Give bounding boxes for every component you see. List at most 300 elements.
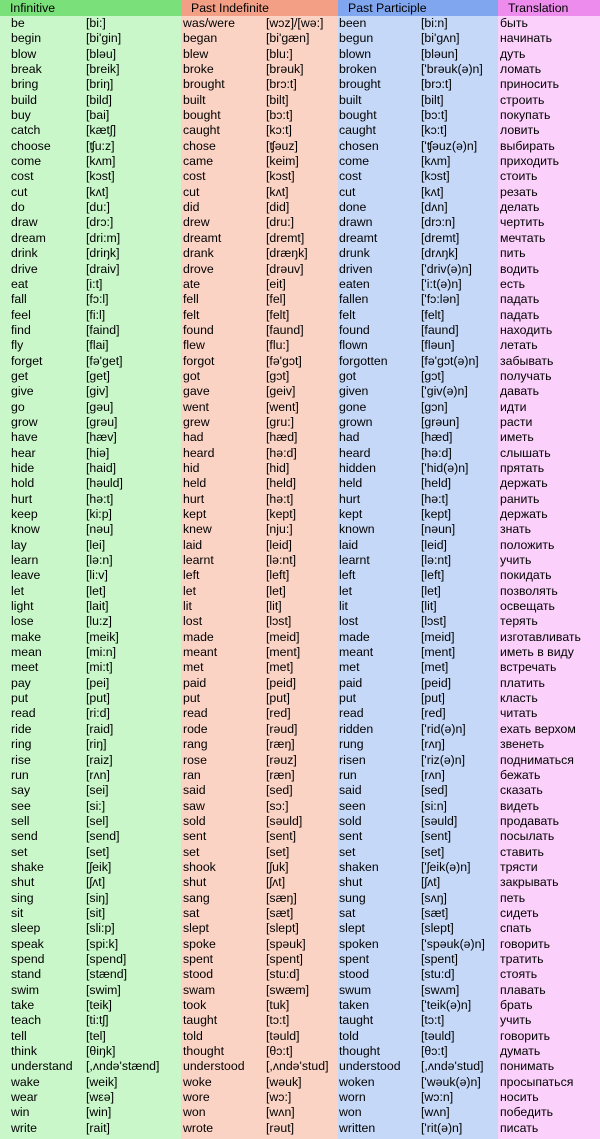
past-participle-cell: broken (339, 62, 377, 77)
infinitive-transcription-cell: [bai] (86, 108, 110, 123)
infinitive-cell: put (11, 691, 29, 706)
past-indefinite-transcription-cell: [drəuv] (266, 261, 304, 276)
translation-cell: трясти (500, 859, 538, 874)
past-indefinite-transcription-cell: [ʧəuz] (266, 138, 298, 153)
infinitive-transcription-cell: [kætʃ] (86, 123, 117, 138)
past-participle-cell: gone (339, 399, 367, 414)
table-row (0, 400, 600, 415)
past-indefinite-transcription-cell: [let] (266, 583, 286, 598)
past-indefinite-transcription-cell: [bi'gæn] (266, 31, 310, 46)
past-indefinite-cell: understood (183, 1059, 245, 1074)
infinitive-cell: shut (11, 875, 35, 890)
table-row (0, 200, 600, 215)
past-indefinite-cell: woke (183, 1074, 212, 1089)
table-row (0, 185, 600, 200)
translation-cell: резать (500, 184, 538, 199)
translation-cell: положить (500, 537, 555, 552)
infinitive-cell: draw (11, 215, 38, 230)
past-indefinite-cell: broke (183, 62, 214, 77)
infinitive-transcription-cell: [du:] (86, 200, 110, 215)
infinitive-transcription-cell: [lə:n] (86, 553, 113, 568)
past-participle-cell: blown (339, 46, 372, 61)
past-indefinite-cell: kept (183, 507, 207, 521)
past-indefinite-cell: lit (183, 599, 192, 614)
translation-cell: ставить (500, 844, 544, 859)
past-participle-cell: swum (339, 982, 372, 997)
translation-cell: пить (500, 246, 526, 261)
table-row (0, 753, 600, 768)
past-indefinite-transcription-cell: [sed] (266, 783, 293, 798)
translation-cell: терять (500, 614, 538, 629)
infinitive-transcription-cell: [ti:tʃ] (86, 1013, 109, 1028)
table-row (0, 722, 600, 737)
table-row (0, 829, 600, 844)
translation-cell: сказать (500, 783, 543, 798)
past-participle-transcription-cell: [,ʌndə'stud] (421, 1059, 484, 1074)
past-indefinite-transcription-cell: [rəuz] (266, 752, 297, 767)
past-participle-transcription-cell: [lit] (421, 599, 437, 614)
past-indefinite-transcription-cell: [wʌn] (266, 1105, 295, 1120)
past-participle-transcription-cell: ['spəuk(ə)n] (421, 936, 485, 951)
table-row (0, 1075, 600, 1090)
past-indefinite-cell: hid (183, 460, 200, 475)
translation-cell: писать (500, 1120, 539, 1135)
past-participle-cell: taken (339, 998, 370, 1012)
past-participle-cell: spent (339, 951, 370, 966)
past-indefinite-cell: spent (183, 951, 214, 966)
past-indefinite-cell: saw (183, 798, 205, 813)
infinitive-transcription-cell: [hæv] (86, 430, 117, 445)
infinitive-transcription-cell: [haid] (86, 460, 117, 475)
past-participle-cell: got (339, 368, 357, 383)
table-row (0, 860, 600, 875)
infinitive-cell: stand (11, 967, 42, 982)
past-participle-transcription-cell: [felt] (421, 307, 445, 322)
past-participle-transcription-cell: [lə:nt] (421, 553, 452, 568)
past-indefinite-transcription-cell: [bɔ:t] (266, 108, 293, 123)
translation-cell: выбирать (500, 138, 555, 153)
past-participle-cell: fallen (339, 292, 369, 307)
translation-cell: понимать (500, 1059, 555, 1074)
infinitive-transcription-cell: [giv] (86, 384, 109, 399)
past-participle-transcription-cell: [kʌm] (421, 154, 451, 169)
table-row (0, 476, 600, 491)
translation-cell: начинать (500, 31, 553, 46)
past-indefinite-cell: laid (183, 537, 203, 552)
infinitive-transcription-cell: [raiz] (86, 752, 113, 767)
table-row (0, 660, 600, 675)
past-indefinite-cell: wrote (183, 1120, 214, 1135)
infinitive-transcription-cell: [gəu] (86, 399, 114, 414)
infinitive-cell: give (11, 384, 34, 399)
past-participle-cell: worn (339, 1090, 366, 1105)
past-indefinite-cell: blew (183, 46, 209, 61)
table-row (0, 937, 600, 952)
past-participle-transcription-cell: [bi:n] (421, 16, 448, 30)
infinitive-cell: understand (11, 1059, 73, 1074)
infinitive-transcription-cell: [pei] (86, 675, 110, 690)
past-participle-transcription-cell: [bi'gʌn] (421, 31, 460, 46)
past-indefinite-transcription-cell: [θɔ:t] (266, 1044, 293, 1059)
past-participle-transcription-cell: [drɔ:n] (421, 215, 456, 230)
table-row (0, 430, 600, 445)
past-indefinite-cell: got (183, 368, 201, 383)
past-participle-cell: spoken (339, 936, 379, 951)
infinitive-cell: buy (11, 108, 31, 123)
past-indefinite-cell: won (183, 1105, 206, 1120)
infinitive-cell: sit (11, 905, 24, 920)
past-participle-cell: sung (339, 890, 366, 905)
table-row (0, 461, 600, 476)
infinitive-transcription-cell: [bild] (86, 92, 112, 107)
infinitive-transcription-cell: [,ʌndə'stænd] (86, 1059, 160, 1074)
past-participle-cell: bought (339, 108, 377, 123)
past-indefinite-cell: paid (183, 675, 207, 690)
infinitive-cell: take (11, 998, 35, 1012)
translation-cell: посылать (500, 829, 555, 844)
table-row (0, 154, 600, 169)
past-participle-transcription-cell: [wɔ:n] (421, 1090, 454, 1105)
infinitive-transcription-cell: [siŋ] (86, 890, 109, 905)
past-participle-cell: brought (339, 77, 381, 92)
past-participle-cell: cut (339, 184, 356, 199)
infinitive-cell: write (11, 1120, 37, 1135)
table-row (0, 1090, 600, 1105)
infinitive-cell: sell (11, 813, 30, 828)
infinitive-transcription-cell: [fɔ:l] (86, 292, 109, 307)
translation-cell: стоить (500, 169, 538, 184)
translation-cell: чертить (500, 215, 545, 230)
past-indefinite-transcription-cell: [flu:] (266, 338, 290, 353)
infinitive-cell: cut (11, 184, 28, 199)
infinitive-cell: fall (11, 292, 27, 307)
infinitive-cell: keep (11, 507, 38, 521)
translation-cell: покидать (500, 568, 552, 583)
infinitive-transcription-cell: [rait] (86, 1120, 110, 1135)
table-row (0, 706, 600, 721)
infinitive-cell: choose (11, 138, 51, 153)
past-participle-cell: woken (339, 1074, 375, 1089)
translation-cell: класть (500, 691, 538, 706)
infinitive-transcription-cell: [dri:m] (86, 230, 121, 245)
table-row (0, 231, 600, 246)
translation-cell: расти (500, 414, 533, 429)
translation-cell: находить (500, 322, 553, 337)
past-indefinite-transcription-cell: [set] (266, 844, 290, 859)
table-row (0, 384, 600, 399)
past-participle-cell: cost (339, 169, 362, 184)
header-infinitive: Infinitive (0, 0, 181, 16)
past-participle-cell: shut (339, 875, 363, 890)
table-row (0, 354, 600, 369)
infinitive-cell: bring (11, 77, 39, 92)
infinitive-cell: hurt (11, 491, 33, 506)
past-participle-cell: known (339, 522, 375, 537)
past-participle-transcription-cell: [hə:t] (421, 491, 449, 506)
infinitive-cell: rise (11, 752, 31, 767)
past-indefinite-cell: was/were (183, 16, 235, 30)
infinitive-transcription-cell: [grəu] (86, 414, 118, 429)
past-indefinite-transcription-cell: [faund] (266, 322, 304, 337)
past-participle-cell: risen (339, 752, 366, 767)
infinitive-cell: find (11, 322, 31, 337)
past-indefinite-transcription-cell: [peid] (266, 675, 297, 690)
past-participle-transcription-cell: [nəun] (421, 522, 456, 537)
past-participle-cell: had (339, 430, 360, 445)
translation-cell: просыпаться (500, 1074, 574, 1089)
past-indefinite-transcription-cell: [eit] (266, 276, 286, 291)
past-participle-transcription-cell: [kɔ:t] (421, 123, 447, 138)
past-participle-transcription-cell: [bɔ:t] (421, 108, 448, 123)
past-indefinite-transcription-cell: [təuld] (266, 1028, 300, 1043)
past-indefinite-cell: found (183, 322, 214, 337)
infinitive-cell: break (11, 62, 42, 77)
translation-cell: ехать верхом (500, 721, 576, 736)
past-indefinite-cell: cost (183, 169, 206, 184)
infinitive-transcription-cell: [fə'get] (86, 353, 123, 368)
past-indefinite-cell: knew (183, 522, 212, 537)
translation-cell: ловить (500, 123, 540, 138)
table-row (0, 630, 600, 645)
past-participle-transcription-cell: [fləun] (421, 338, 455, 353)
past-participle-cell: run (339, 767, 357, 782)
translation-cell: подниматься (500, 752, 574, 767)
translation-cell: забывать (500, 353, 554, 368)
infinitive-transcription-cell: [mi:n] (86, 645, 117, 660)
past-participle-transcription-cell: [held] (421, 476, 452, 491)
table-row (0, 568, 600, 583)
past-participle-cell: eaten (339, 276, 370, 291)
past-participle-transcription-cell: ['ʧəuz(ə)n] (421, 138, 478, 153)
infinitive-cell: wear (11, 1090, 38, 1105)
past-participle-cell: come (339, 154, 370, 169)
infinitive-transcription-cell: [set] (86, 844, 110, 859)
infinitive-transcription-cell: [meik] (86, 629, 119, 644)
table-row (0, 1029, 600, 1044)
past-participle-cell: kept (339, 507, 363, 521)
infinitive-transcription-cell: [bləu] (86, 46, 117, 61)
infinitive-transcription-cell: [driŋk] (86, 246, 120, 261)
translation-cell: сидеть (500, 905, 539, 920)
past-indefinite-transcription-cell: [dru:] (266, 215, 295, 230)
past-participle-transcription-cell: [tɔ:t] (421, 1013, 445, 1028)
infinitive-transcription-cell: [sli:p] (86, 921, 115, 936)
infinitive-cell: make (11, 629, 42, 644)
past-participle-transcription-cell: ['i:t(ə)n] (421, 276, 462, 291)
translation-cell: говорить (500, 1028, 551, 1043)
table-row (0, 921, 600, 936)
table-row (0, 123, 600, 138)
past-indefinite-transcription-cell: [did] (266, 200, 290, 215)
past-participle-transcription-cell: [rʌŋ] (421, 737, 445, 752)
infinitive-cell: learn (11, 553, 39, 568)
past-participle-transcription-cell: [si:n] (421, 798, 447, 813)
past-indefinite-transcription-cell: [hid] (266, 460, 290, 475)
infinitive-cell: cost (11, 169, 34, 184)
past-indefinite-transcription-cell: [ment] (266, 645, 301, 660)
past-indefinite-transcription-cell: [ræŋ] (266, 737, 295, 752)
past-participle-transcription-cell: [sæt] (421, 905, 449, 920)
infinitive-transcription-cell: [kʌt] (86, 184, 109, 199)
infinitive-cell: teach (11, 1013, 42, 1028)
past-participle-transcription-cell: [red] (421, 706, 446, 721)
past-indefinite-transcription-cell: [felt] (266, 307, 290, 322)
translation-cell: бежать (500, 767, 541, 782)
infinitive-transcription-cell: [hiə] (86, 445, 110, 460)
table-row (0, 507, 600, 522)
past-indefinite-transcription-cell: [swæm] (266, 982, 310, 997)
past-indefinite-transcription-cell: [lit] (266, 599, 282, 614)
table-row (0, 967, 600, 982)
past-indefinite-cell: chose (183, 138, 216, 153)
table-row (0, 614, 600, 629)
table-row (0, 1105, 600, 1120)
past-participle-transcription-cell: [put] (421, 691, 445, 706)
infinitive-transcription-cell: [briŋ] (86, 77, 114, 92)
past-indefinite-transcription-cell: [brəuk] (266, 62, 304, 77)
translation-cell: учить (500, 1013, 532, 1028)
table-row (0, 538, 600, 553)
translation-cell: продавать (500, 813, 560, 828)
translation-cell: приходить (500, 154, 560, 169)
infinitive-cell: sleep (11, 921, 41, 936)
past-participle-cell: been (339, 16, 367, 30)
table-row (0, 62, 600, 77)
past-participle-cell: caught (339, 123, 376, 138)
past-indefinite-transcription-cell: [hə:t] (266, 491, 294, 506)
infinitive-cell: pay (11, 675, 31, 690)
translation-cell: читать (500, 706, 538, 721)
translation-cell: встречать (500, 660, 557, 675)
past-indefinite-cell: bought (183, 108, 221, 123)
past-participle-transcription-cell: [gɔt] (421, 368, 445, 383)
past-participle-transcription-cell: [hæd] (421, 430, 453, 445)
table-row (0, 369, 600, 384)
past-indefinite-transcription-cell: [meid] (266, 629, 300, 644)
past-indefinite-transcription-cell: [,ʌndə'stud] (266, 1059, 329, 1074)
past-indefinite-transcription-cell: [gɔt] (266, 368, 290, 383)
infinitive-transcription-cell: [lu:z] (86, 614, 112, 629)
table-row (0, 799, 600, 814)
infinitive-transcription-cell: [sit] (86, 905, 106, 920)
infinitive-transcription-cell: [həuld] (86, 476, 123, 491)
past-participle-cell: told (339, 1028, 359, 1043)
table-row (0, 1121, 600, 1136)
past-indefinite-cell: meant (183, 645, 218, 660)
past-indefinite-transcription-cell: [spəuk] (266, 936, 306, 951)
past-indefinite-cell: sang (183, 890, 210, 905)
past-indefinite-transcription-cell: [met] (266, 660, 294, 675)
translation-cell: давать (500, 384, 540, 399)
past-indefinite-cell: set (183, 844, 200, 859)
past-indefinite-cell: thought (183, 1044, 225, 1059)
past-participle-transcription-cell: ['fɔ:lən] (421, 292, 460, 307)
infinitive-cell: set (11, 844, 28, 859)
past-indefinite-cell: lost (183, 614, 203, 629)
past-indefinite-transcription-cell: [wɔ:] (266, 1090, 292, 1105)
past-participle-cell: begun (339, 31, 374, 46)
table-row (0, 338, 600, 353)
past-indefinite-transcription-cell: [left] (266, 568, 290, 583)
infinitive-cell: read (11, 706, 36, 721)
table-body (0, 16, 600, 1136)
translation-cell: платить (500, 675, 545, 690)
past-indefinite-cell: heard (183, 445, 215, 460)
translation-cell: плавать (500, 982, 546, 997)
past-indefinite-cell: hurt (183, 491, 205, 506)
past-indefinite-transcription-cell: [sæt] (266, 905, 294, 920)
table-row (0, 906, 600, 921)
past-participle-cell: made (339, 629, 370, 644)
header-row (0, 0, 600, 16)
past-participle-transcription-cell: [kɔst] (421, 169, 450, 184)
table-row (0, 415, 600, 430)
infinitive-transcription-cell: [faind] (86, 322, 120, 337)
infinitive-cell: drive (11, 261, 38, 276)
infinitive-cell: win (11, 1105, 30, 1120)
translation-cell: петь (500, 890, 526, 905)
past-indefinite-cell: shook (183, 859, 216, 874)
past-participle-cell: drawn (339, 215, 373, 230)
infinitive-transcription-cell: [teik] (86, 998, 112, 1012)
translation-cell: брать (500, 998, 533, 1012)
past-participle-transcription-cell: [let] (421, 583, 441, 598)
infinitive-cell: light (11, 599, 34, 614)
infinitive-cell: say (11, 783, 31, 798)
infinitive-cell: drink (11, 246, 38, 261)
infinitive-transcription-cell: [send] (86, 829, 120, 844)
past-participle-cell: let (339, 583, 352, 598)
infinitive-transcription-cell: [swim] (86, 982, 121, 997)
table-row (0, 983, 600, 998)
table-row (0, 845, 600, 860)
past-participle-transcription-cell: ['giv(ə)n] (421, 384, 468, 399)
past-indefinite-cell: sent (183, 829, 207, 844)
past-participle-transcription-cell: [grəun] (421, 414, 460, 429)
past-participle-cell: laid (339, 537, 359, 552)
table-row (0, 215, 600, 230)
past-participle-transcription-cell: [ʃʌt] (421, 875, 441, 890)
table-row (0, 814, 600, 829)
translation-cell: спать (500, 921, 532, 936)
infinitive-cell: begin (11, 31, 42, 46)
past-participle-cell: seen (339, 798, 366, 813)
past-indefinite-cell: rang (183, 737, 208, 752)
past-participle-cell: given (339, 384, 369, 399)
past-participle-transcription-cell: [bləun] (421, 46, 458, 61)
table-row (0, 492, 600, 507)
past-indefinite-cell: gave (183, 384, 210, 399)
infinitive-cell: lay (11, 537, 27, 552)
infinitive-transcription-cell: [sei] (86, 783, 109, 798)
translation-cell: ранить (500, 491, 540, 506)
past-participle-cell: grown (339, 414, 373, 429)
past-indefinite-transcription-cell: [held] (266, 476, 297, 491)
past-indefinite-transcription-cell: [tuk] (266, 998, 290, 1012)
table-row (0, 47, 600, 62)
past-participle-transcription-cell: ['teik(ə)n] (421, 998, 472, 1012)
past-indefinite-transcription-cell: [ʃuk] (266, 859, 289, 874)
infinitive-transcription-cell: [kɔst] (86, 169, 115, 184)
infinitive-cell: blow (11, 46, 37, 61)
translation-cell: дуть (500, 46, 526, 61)
past-participle-transcription-cell: [stu:d] (421, 967, 455, 982)
past-indefinite-cell: grew (183, 414, 210, 429)
table-row (0, 875, 600, 890)
past-participle-transcription-cell: [brɔ:t] (421, 77, 452, 92)
infinitive-cell: sing (11, 890, 34, 905)
past-participle-cell: drunk (339, 246, 370, 261)
